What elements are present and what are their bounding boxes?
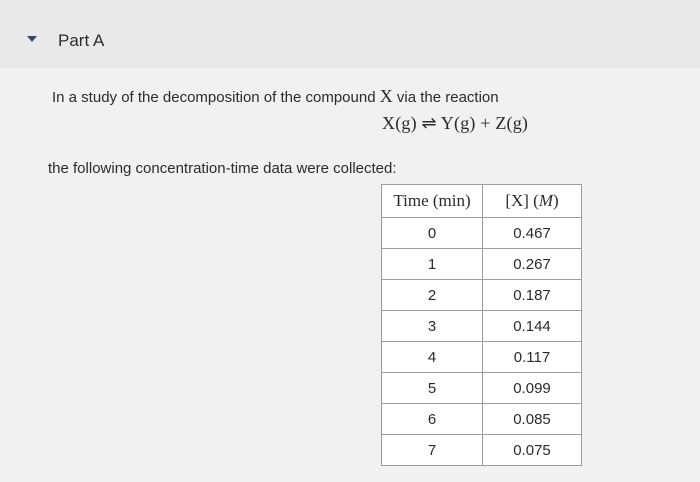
table-row <box>382 311 582 342</box>
table-row <box>382 342 582 373</box>
part-title: Part A <box>58 31 105 50</box>
table-row <box>382 373 582 404</box>
reaction-equation: X(g) ⇌ Y(g) + Z(g) <box>382 113 529 133</box>
intro-text-before: In a study of the decomposition of the compound <box>52 89 380 106</box>
table-header-row <box>382 185 582 218</box>
concentration-time-table <box>381 184 582 466</box>
header-conc-bracket: [X] <box>505 191 529 210</box>
conc-cell: 0.117 <box>483 342 582 373</box>
conc-cell: 0.267 <box>483 249 582 280</box>
table-row <box>382 404 582 435</box>
time-cell: 0 <box>382 218 483 249</box>
intro-text-after: via the reaction <box>392 89 499 106</box>
table-row <box>382 218 582 249</box>
time-cell: 5 <box>382 373 483 404</box>
conc-cell: 0.467 <box>483 218 582 249</box>
collected-text: the following concentration-time data were collected: <box>48 160 397 177</box>
table-row <box>382 435 582 466</box>
problem-intro <box>52 86 499 107</box>
conc-cell: 0.187 <box>483 280 582 311</box>
conc-cell: 0.144 <box>483 311 582 342</box>
time-cell: 6 <box>382 404 483 435</box>
table-row <box>382 280 582 311</box>
conc-cell: 0.075 <box>483 435 582 466</box>
conc-cell: 0.099 <box>483 373 582 404</box>
header-time: Time (min) <box>382 185 483 218</box>
header-conc-unit: M <box>538 191 554 210</box>
time-cell: 1 <box>382 249 483 280</box>
time-cell: 2 <box>382 280 483 311</box>
compound-symbol: X <box>379 86 393 106</box>
caret-down-icon[interactable] <box>27 36 37 42</box>
time-cell: 3 <box>382 311 483 342</box>
table-row <box>382 249 582 280</box>
header-concentration: [X] (M) <box>483 185 582 218</box>
part-a-toggle[interactable] <box>0 22 700 62</box>
time-cell: 4 <box>382 342 483 373</box>
conc-cell: 0.085 <box>483 404 582 435</box>
time-cell: 7 <box>382 435 483 466</box>
